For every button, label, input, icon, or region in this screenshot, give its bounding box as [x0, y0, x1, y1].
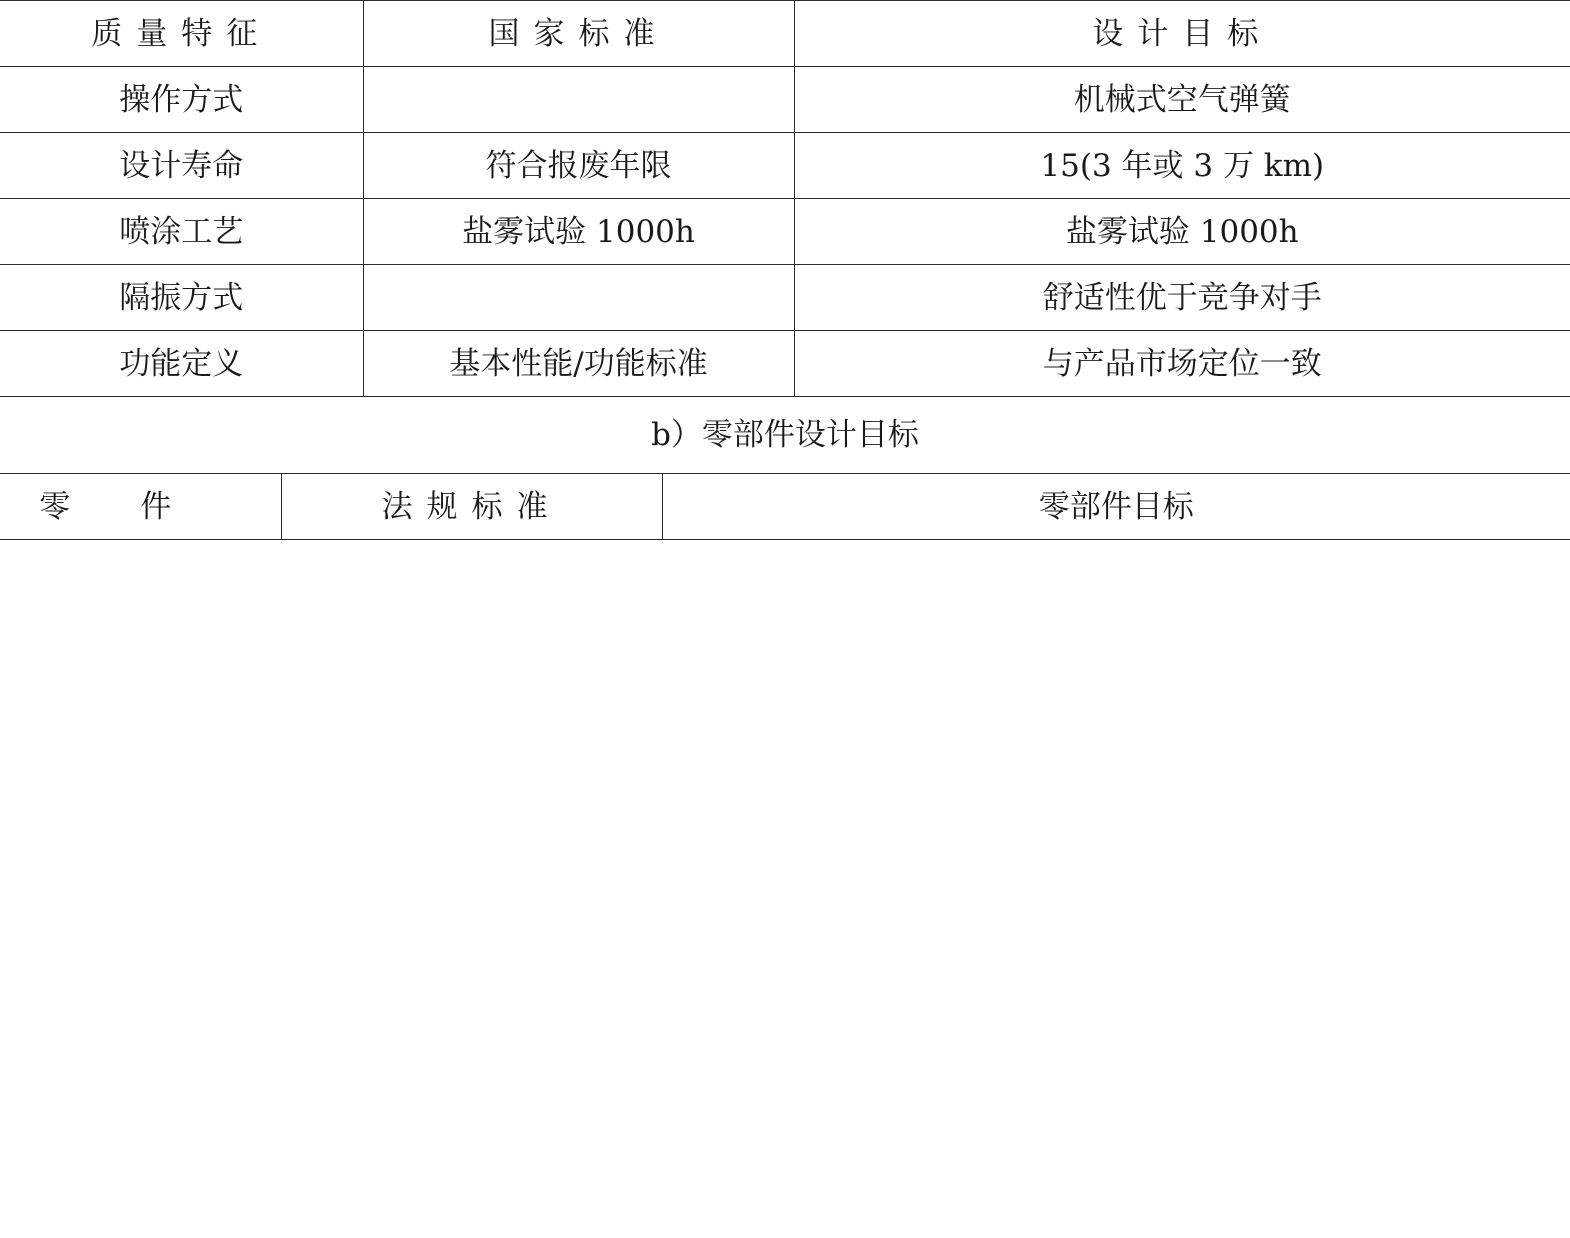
table-row: [0, 67, 1570, 133]
table-header-row: [0, 1, 1570, 67]
design-target-cell: 盐雾试验 1000h: [794, 199, 1570, 265]
table-row: [0, 265, 1570, 331]
table-b-caption: b）零部件设计目标: [651, 417, 919, 453]
national-standard-cell: 符合报废年限: [363, 133, 794, 199]
quality-feature-cell: 设计寿命: [0, 133, 363, 199]
table-header-row: [0, 474, 1570, 540]
design-target-cell: 与产品市场定位一致: [794, 331, 1570, 397]
header-design-target: 设计目标: [794, 1, 1570, 67]
quality-feature-cell: 功能定义: [0, 331, 363, 397]
quality-feature-cell: 操作方式: [0, 67, 363, 133]
national-standard-cell: [363, 67, 794, 133]
quality-feature-cell: 隔振方式: [0, 265, 363, 331]
quality-targets-table: [0, 0, 1570, 397]
design-target-cell: 机械式空气弹簧: [794, 67, 1570, 133]
header-part: 零件: [0, 474, 281, 540]
header-component-target: 零部件目标: [662, 474, 1570, 540]
component-targets-table: [0, 473, 1570, 540]
national-standard-cell: [363, 265, 794, 331]
design-target-cell: 15(3 年或 3 万 km): [794, 133, 1570, 199]
national-standard-cell: 盐雾试验 1000h: [363, 199, 794, 265]
table-row: [0, 331, 1570, 397]
design-target-cell: 舒适性优于竞争对手: [794, 265, 1570, 331]
table-row: [0, 199, 1570, 265]
header-quality-feature: 质量特征: [0, 1, 363, 67]
quality-feature-cell: 喷涂工艺: [0, 199, 363, 265]
table-row: [0, 133, 1570, 199]
header-regulation-standard: 法规标准: [281, 474, 662, 540]
national-standard-cell: 基本性能/功能标准: [363, 331, 794, 397]
header-national-standard: 国家标准: [363, 1, 794, 67]
